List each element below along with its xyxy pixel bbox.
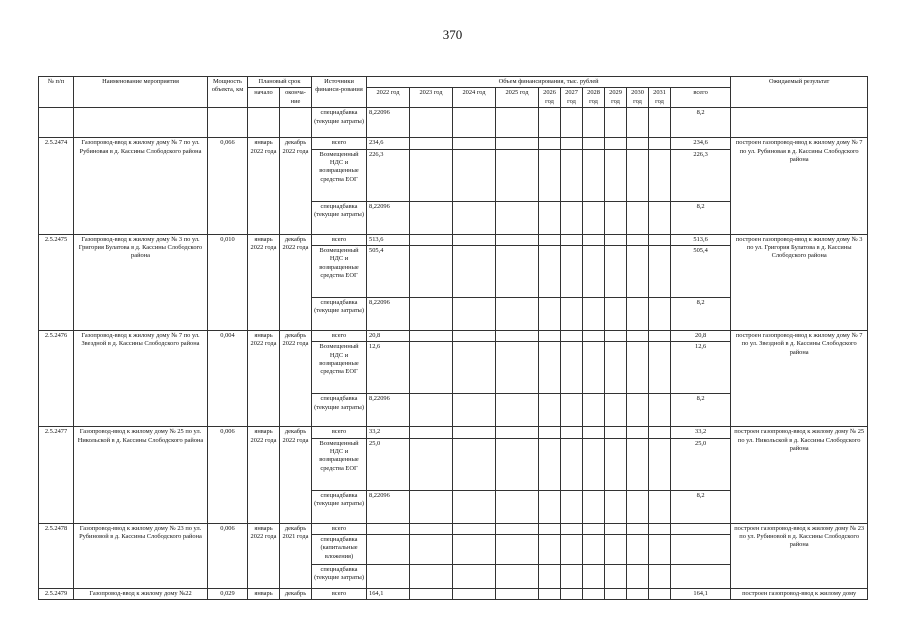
year-cell: [583, 149, 605, 201]
year-cell: [496, 138, 539, 149]
year-cell: [496, 201, 539, 234]
project-name-cell: Газопровод-ввод к жилому дому № 7 по ул. Рубиновая в д. Кассины Слободского района: [74, 138, 208, 234]
year-cell: [649, 438, 671, 490]
year-cell: [583, 534, 605, 564]
year-cell: [561, 234, 583, 245]
year-cell: [627, 297, 649, 330]
year-cell: [561, 523, 583, 534]
result-cell: построен газопровод-ввод к жилому дому № 7 по ул. Рубиновая в д. Кассины Слободского района: [731, 138, 868, 234]
source-cell: всего: [312, 138, 367, 149]
capacity-cell: 0,066: [208, 138, 248, 234]
year-cell: [453, 588, 496, 599]
year-cell: [583, 342, 605, 394]
year-cell: [605, 234, 627, 245]
source-cell: спецнадбавка (текущие затраты): [312, 490, 367, 523]
year-cell: [561, 138, 583, 149]
year-cell: [583, 438, 605, 490]
capacity-cell: 0,010: [208, 234, 248, 330]
year-cell: [496, 523, 539, 534]
header-funding: Объем финансирования, тыс. рублей: [367, 77, 731, 88]
total-cell: 164,1: [671, 588, 731, 599]
end-cell: декабрь 2022 года: [280, 427, 312, 523]
year-cell: [496, 330, 539, 341]
year-cell: [561, 427, 583, 438]
year-cell: [649, 245, 671, 297]
end-cell: декабрь 2021 года: [280, 523, 312, 588]
year-cell: [583, 297, 605, 330]
year-cell: [410, 588, 453, 599]
project-id-cell: 2.5.2474: [39, 138, 74, 234]
year-cell: [410, 394, 453, 427]
year-cell: [627, 245, 649, 297]
year-cell: [410, 438, 453, 490]
year-cell: [627, 149, 649, 201]
year-2022-cell: 8,22096: [367, 201, 410, 234]
year-cell: [649, 149, 671, 201]
project-name-cell: Газопровод-ввод к жилому дому № 3 по ул. Григория Булатова в д. Кассины Слободского района: [74, 234, 208, 330]
year-cell: [539, 523, 561, 534]
year-cell: [539, 245, 561, 297]
year-cell: [561, 490, 583, 523]
table-row: [39, 234, 868, 245]
project-id-cell: 2.5.2478: [39, 523, 74, 588]
total-cell: 33,2: [671, 427, 731, 438]
table-row: [39, 330, 868, 341]
year-cell: [605, 564, 627, 588]
result-cell: построен газопровод-ввод к жилому дому № 7 по ул. Звездной в д. Кассины Слободского района: [731, 330, 868, 426]
source-cell: Возмещенный НДС и возвращенные средства ЕОГ: [312, 438, 367, 490]
source-cell: всего: [312, 427, 367, 438]
year-cell: [583, 234, 605, 245]
year-cell: [410, 330, 453, 341]
table-row: [39, 138, 868, 149]
project-id-cell: 2.5.2479: [39, 588, 74, 599]
year-cell: [605, 245, 627, 297]
year-cell: [453, 138, 496, 149]
year-cell: [583, 490, 605, 523]
table-body: [39, 108, 868, 600]
year-cell: [410, 138, 453, 149]
header-year: 2023 год: [410, 88, 453, 108]
header-no: № п/п: [39, 77, 74, 108]
year-cell: [583, 201, 605, 234]
header-year: 2029 год: [605, 88, 627, 108]
year-cell: [539, 564, 561, 588]
table-row: [39, 108, 868, 138]
start-cell: январь 2022 года: [248, 523, 280, 588]
year-cell: [627, 138, 649, 149]
year-cell: [627, 234, 649, 245]
header-year: 2022 год: [367, 88, 410, 108]
year-cell: [649, 138, 671, 149]
header-result: Ожидаемый результат: [731, 77, 868, 108]
source-cell: всего: [312, 523, 367, 534]
end-cell: декабрь: [280, 588, 312, 599]
year-2022-cell: 226,3: [367, 149, 410, 201]
year-cell: [649, 588, 671, 599]
year-2022-cell: 8,22096: [367, 297, 410, 330]
year-cell: [627, 490, 649, 523]
year-cell: [605, 330, 627, 341]
year-cell: [605, 149, 627, 201]
year-cell: [627, 427, 649, 438]
year-cell: [583, 245, 605, 297]
year-cell: [605, 394, 627, 427]
year-cell: [539, 330, 561, 341]
year-cell: [539, 234, 561, 245]
year-cell: [496, 245, 539, 297]
year-cell: [561, 534, 583, 564]
year-2022-cell: 8,22096: [367, 394, 410, 427]
year-cell: [583, 394, 605, 427]
year-2022-cell: 513,6: [367, 234, 410, 245]
year-2022-cell: 25,0: [367, 438, 410, 490]
year-cell: [496, 438, 539, 490]
year-cell: [605, 534, 627, 564]
source-cell: спецнадбавка (текущие затраты): [312, 394, 367, 427]
year-2022-cell: 164,1: [367, 588, 410, 599]
table-row: [39, 588, 868, 599]
start-cell: январь 2022 года: [248, 234, 280, 330]
year-cell: [453, 234, 496, 245]
year-cell: [561, 201, 583, 234]
result-cell: построен газопровод-ввод к жилому дому: [731, 588, 868, 599]
project-name-cell: Газопровод-ввод к жилому дому №22: [74, 588, 208, 599]
year-2022-cell: 12,6: [367, 342, 410, 394]
total-cell: [671, 564, 731, 588]
year-cell: [649, 297, 671, 330]
year-cell: [561, 330, 583, 341]
header-name: Наименование мероприятия: [74, 77, 208, 108]
result-cell: построен газопровод-ввод к жилому дому № 25 по ул. Никольской в д. Кассины Слободского района: [731, 427, 868, 523]
year-cell: [649, 330, 671, 341]
header-year: 2025 год: [496, 88, 539, 108]
total-cell: 8,2: [671, 394, 731, 427]
total-cell: 12,6: [671, 342, 731, 394]
year-cell: [539, 588, 561, 599]
year-cell: [605, 427, 627, 438]
year-cell: [453, 342, 496, 394]
year-cell: [410, 149, 453, 201]
project-name-cell: Газопровод-ввод к жилому дому № 25 по ул. Никольской в д. Кассины Слободского района: [74, 427, 208, 523]
funding-table: [38, 76, 868, 600]
project-name-cell: Газопровод-ввод к жилому дому № 23 по ул. Рубиновой в д. Кассины Слободского района: [74, 523, 208, 588]
year-cell: [410, 523, 453, 534]
result-cell: построен газопровод-ввод к жилому дому № 23 по ул. Рубиновой в д. Кассины Слободского района: [731, 523, 868, 588]
year-cell: [627, 330, 649, 341]
year-2022-cell: [367, 523, 410, 534]
header-start: начало: [248, 88, 280, 108]
year-cell: [627, 534, 649, 564]
header-total: всего: [671, 88, 731, 108]
year-cell: [605, 490, 627, 523]
total-cell: 25,0: [671, 438, 731, 490]
year-cell: [410, 201, 453, 234]
year-cell: [583, 427, 605, 438]
year-cell: [453, 490, 496, 523]
header-end: оконча-ние: [280, 88, 312, 108]
end-cell: декабрь 2022 года: [280, 234, 312, 330]
year-cell: [496, 342, 539, 394]
year-cell: [496, 149, 539, 201]
source-cell: спецнадбавка (текущие затраты): [312, 564, 367, 588]
year-2022-cell: 8,22096: [367, 108, 410, 138]
total-cell: 8,2: [671, 297, 731, 330]
year-cell: [605, 342, 627, 394]
year-cell: [453, 201, 496, 234]
year-cell: [561, 149, 583, 201]
year-2022-cell: 33,2: [367, 427, 410, 438]
year-cell: [453, 534, 496, 564]
header-year: 2024 год: [453, 88, 496, 108]
table-row: [39, 427, 868, 438]
total-cell: 8,2: [671, 108, 731, 138]
year-cell: [453, 330, 496, 341]
year-cell: [649, 523, 671, 534]
year-cell: [627, 564, 649, 588]
year-cell: [583, 564, 605, 588]
project-id-cell: 2.5.2477: [39, 427, 74, 523]
year-cell: [605, 201, 627, 234]
year-cell: [410, 245, 453, 297]
total-cell: 234,6: [671, 138, 731, 149]
year-2022-cell: 234,6: [367, 138, 410, 149]
year-cell: [583, 588, 605, 599]
year-cell: [605, 297, 627, 330]
year-cell: [627, 394, 649, 427]
year-cell: [496, 564, 539, 588]
year-cell: [453, 394, 496, 427]
year-cell: [583, 523, 605, 534]
year-cell: [496, 297, 539, 330]
year-cell: [410, 490, 453, 523]
year-cell: [496, 534, 539, 564]
year-cell: [539, 149, 561, 201]
year-cell: [649, 427, 671, 438]
year-cell: [496, 490, 539, 523]
total-cell: 8,2: [671, 490, 731, 523]
year-cell: [496, 234, 539, 245]
year-cell: [561, 245, 583, 297]
source-cell: спецнадбавка (текущие затраты): [312, 201, 367, 234]
year-cell: [605, 588, 627, 599]
source-cell: спецнадбавка (капитальные вложения): [312, 534, 367, 564]
year-cell: [605, 138, 627, 149]
source-cell: всего: [312, 234, 367, 245]
total-cell: [671, 534, 731, 564]
project-id-cell: 2.5.2476: [39, 330, 74, 426]
header-year: 2027 год: [561, 88, 583, 108]
end-cell: декабрь 2022 года: [280, 330, 312, 426]
start-cell: январь 2022 года: [248, 138, 280, 234]
year-cell: [627, 201, 649, 234]
year-cell: [649, 534, 671, 564]
year-cell: [561, 394, 583, 427]
total-cell: 226,3: [671, 149, 731, 201]
year-cell: [539, 534, 561, 564]
year-cell: [561, 438, 583, 490]
year-cell: [649, 234, 671, 245]
year-cell: [539, 438, 561, 490]
year-cell: [605, 523, 627, 534]
year-cell: [453, 245, 496, 297]
year-cell: [539, 297, 561, 330]
year-cell: [539, 138, 561, 149]
total-cell: 8,2: [671, 201, 731, 234]
year-cell: [649, 564, 671, 588]
year-cell: [410, 427, 453, 438]
year-cell: [453, 523, 496, 534]
header-period: Плановый срок: [248, 77, 312, 88]
header-capacity: Мощность объекта, км: [208, 77, 248, 108]
year-cell: [496, 394, 539, 427]
year-cell: [649, 394, 671, 427]
year-cell: [583, 138, 605, 149]
total-cell: 505,4: [671, 245, 731, 297]
source-cell: всего: [312, 330, 367, 341]
year-cell: [583, 330, 605, 341]
capacity-cell: 0,006: [208, 523, 248, 588]
source-cell: Возмещенный НДС и возвращенные средства ЕОГ: [312, 245, 367, 297]
year-cell: [410, 534, 453, 564]
year-cell: [627, 438, 649, 490]
result-cell: построен газопровод-ввод к жилому дому № 3 по ул. Григория Булатова в д. Кассины Слободского района: [731, 234, 868, 330]
total-cell: 513,6: [671, 234, 731, 245]
capacity-cell: 0,004: [208, 330, 248, 426]
start-cell: январь: [248, 588, 280, 599]
year-cell: [410, 564, 453, 588]
year-cell: [496, 427, 539, 438]
year-cell: [453, 427, 496, 438]
year-2022-cell: [367, 564, 410, 588]
year-cell: [649, 490, 671, 523]
capacity-cell: 0,029: [208, 588, 248, 599]
project-id-cell: 2.5.2475: [39, 234, 74, 330]
year-cell: [410, 234, 453, 245]
end-cell: декабрь 2022 года: [280, 138, 312, 234]
year-cell: [539, 490, 561, 523]
source-cell: спецнадбавка (текущие затраты): [312, 108, 367, 138]
year-cell: [410, 297, 453, 330]
total-cell: 20,8: [671, 330, 731, 341]
year-cell: [561, 297, 583, 330]
source-cell: всего: [312, 588, 367, 599]
year-cell: [539, 342, 561, 394]
year-cell: [627, 342, 649, 394]
year-cell: [453, 438, 496, 490]
year-cell: [627, 523, 649, 534]
year-cell: [561, 342, 583, 394]
year-cell: [410, 342, 453, 394]
page-number: 370: [442, 27, 463, 42]
year-2022-cell: 505,4: [367, 245, 410, 297]
year-cell: [561, 564, 583, 588]
source-cell: Возмещенный НДС и возвращенные средства ЕОГ: [312, 149, 367, 201]
total-cell: [671, 523, 731, 534]
table-row: [39, 523, 868, 534]
year-cell: [496, 588, 539, 599]
header-source: Источники финанси-рования: [312, 77, 367, 108]
year-cell: [649, 342, 671, 394]
year-cell: [649, 201, 671, 234]
year-cell: [561, 588, 583, 599]
year-cell: [453, 297, 496, 330]
year-cell: [453, 564, 496, 588]
source-cell: спецнадбавка (текущие затраты): [312, 297, 367, 330]
year-2022-cell: 8,22096: [367, 490, 410, 523]
header-year: 2026 год: [539, 88, 561, 108]
year-cell: [539, 201, 561, 234]
year-2022-cell: 20,8: [367, 330, 410, 341]
start-cell: январь 2022 года: [248, 427, 280, 523]
project-name-cell: Газопровод-ввод к жилому дому № 7 по ул. Звездной в д. Кассины Слободского района: [74, 330, 208, 426]
start-cell: январь 2022 года: [248, 330, 280, 426]
header-year: 2031 год: [649, 88, 671, 108]
year-cell: [627, 588, 649, 599]
year-cell: [453, 149, 496, 201]
header-year: 2028 год: [583, 88, 605, 108]
year-2022-cell: [367, 534, 410, 564]
year-cell: [539, 394, 561, 427]
header-year: 2030 год: [627, 88, 649, 108]
source-cell: Возмещенный НДС и возвращенные средства ЕОГ: [312, 342, 367, 394]
year-cell: [539, 427, 561, 438]
year-cell: [605, 438, 627, 490]
capacity-cell: 0,006: [208, 427, 248, 523]
